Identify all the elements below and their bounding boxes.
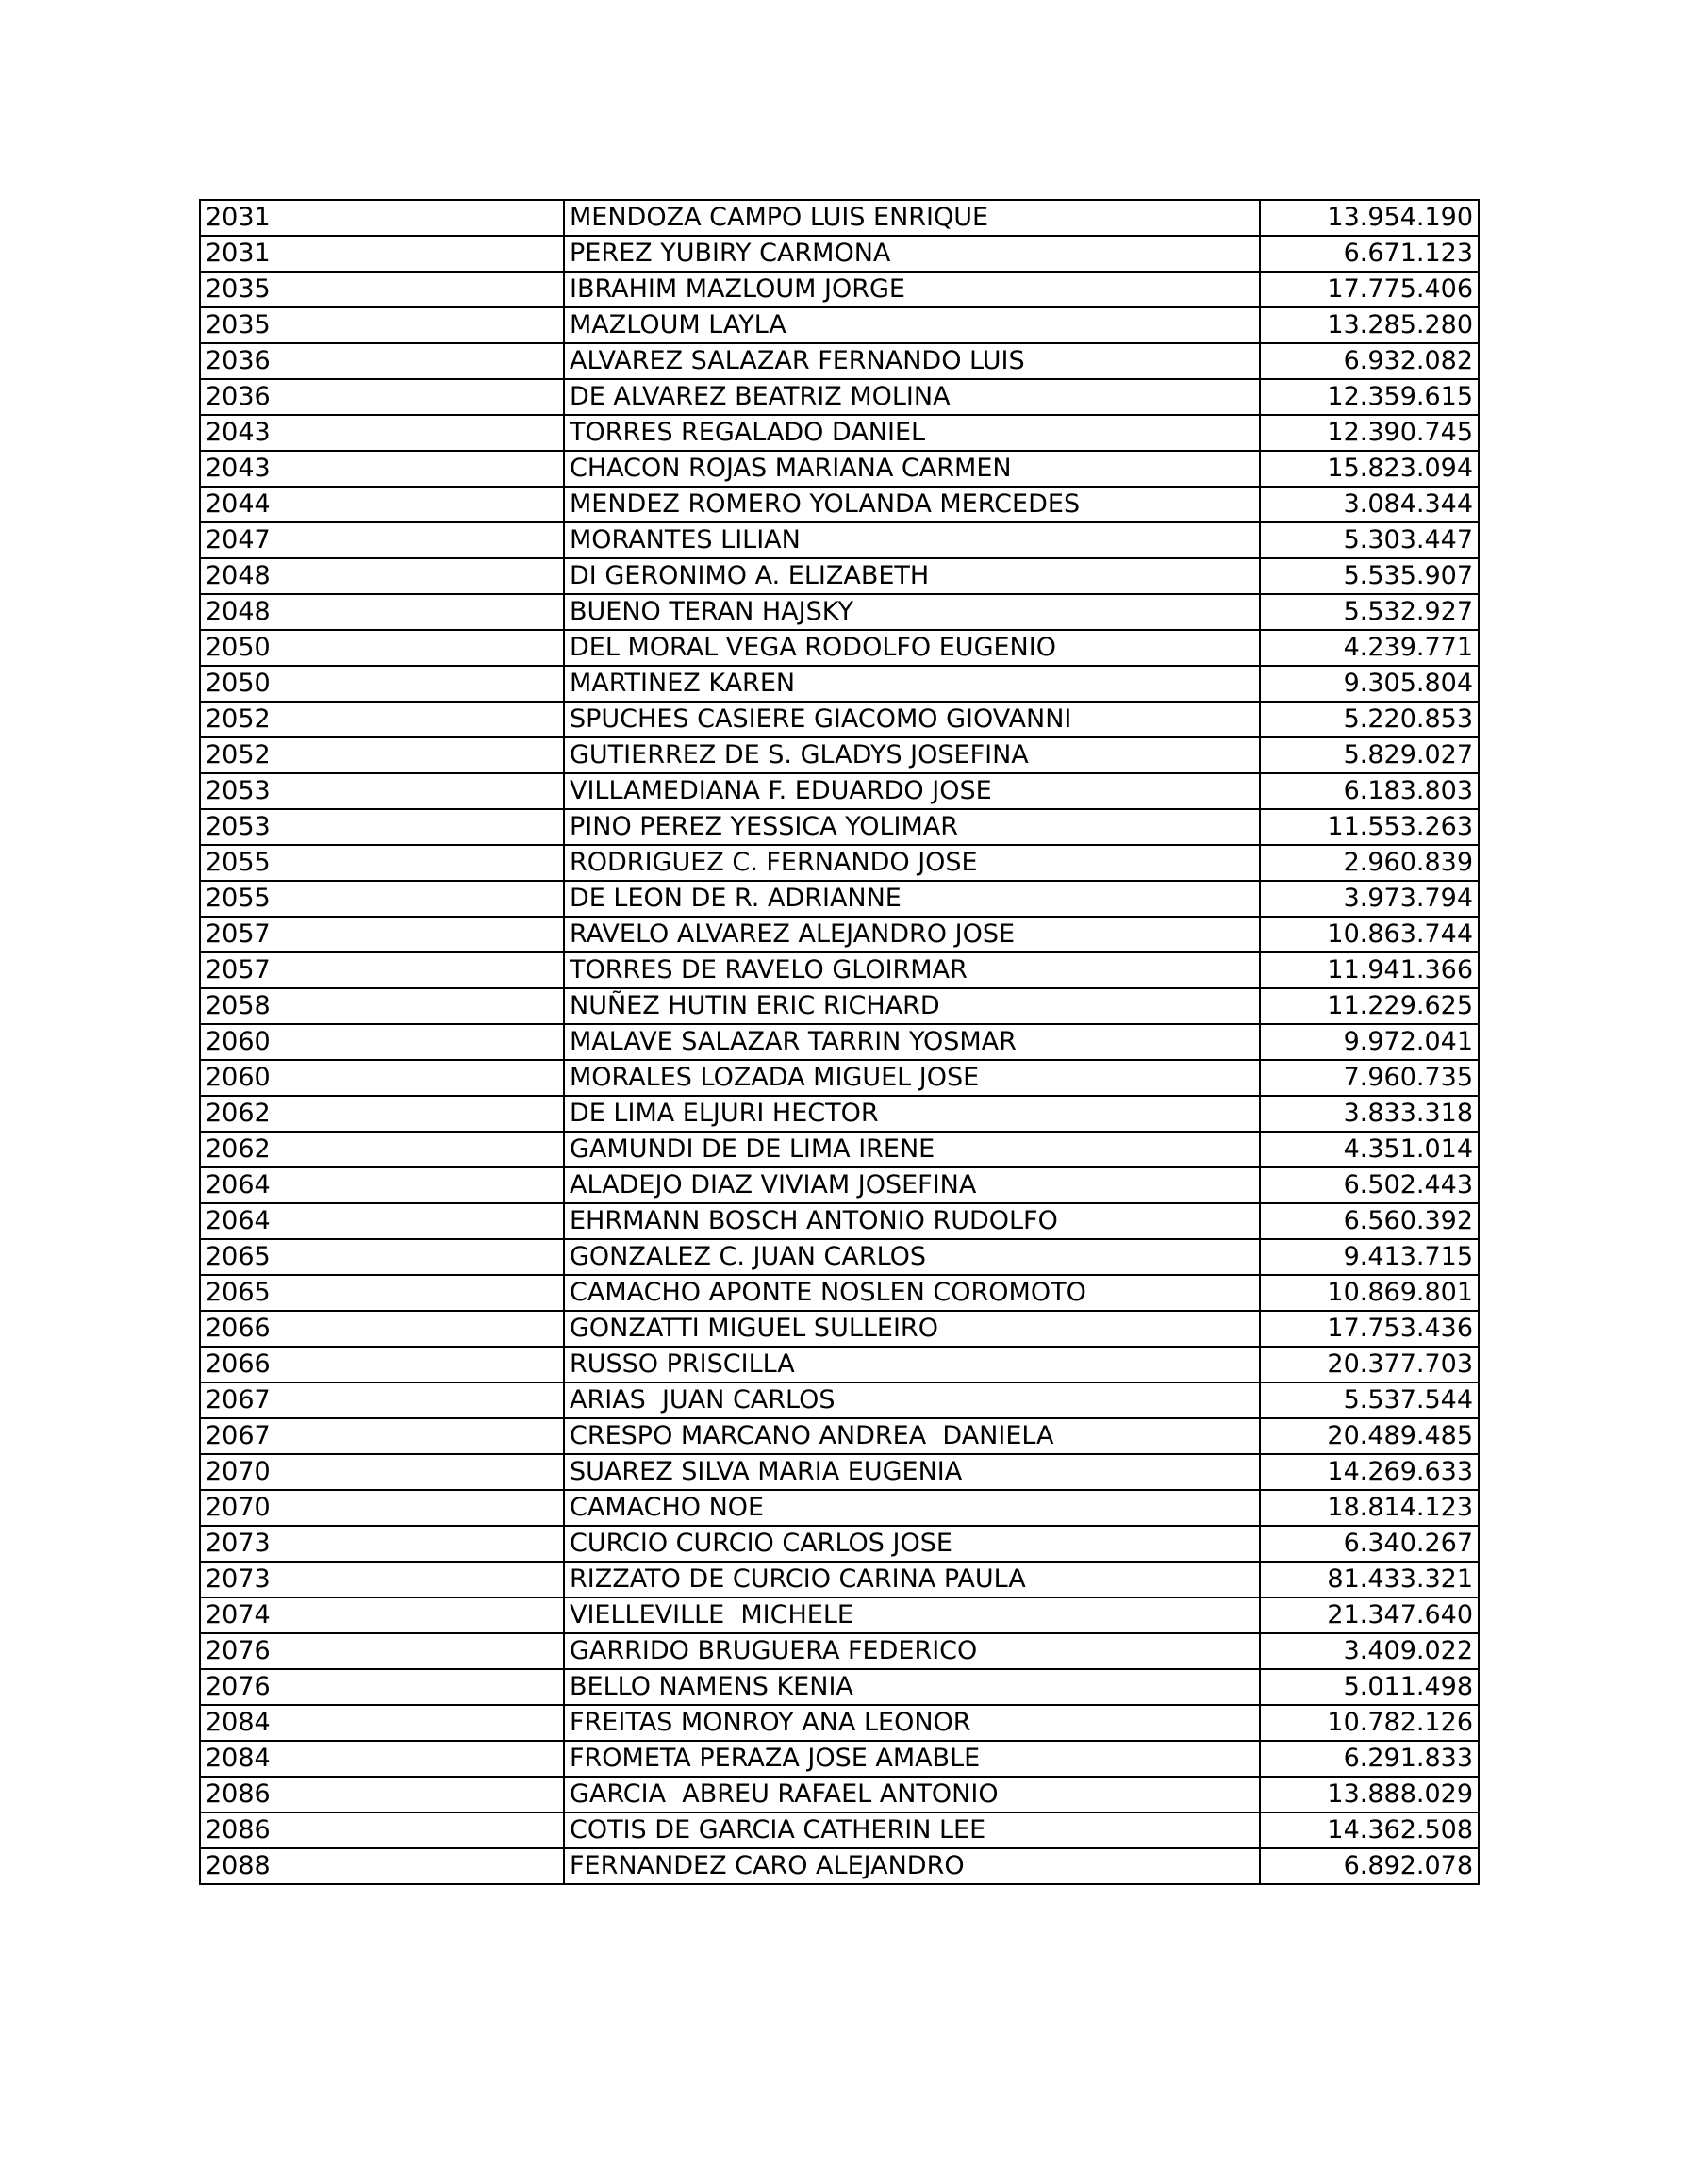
row-code-cell: 2084 [200,1741,564,1777]
table-row [200,1203,1479,1239]
row-name-cell: COTIS DE GARCIA CATHERIN LEE [564,1812,1260,1848]
table-row [200,1633,1479,1669]
row-code-cell: 2055 [200,881,564,917]
row-code-cell: 2031 [200,236,564,272]
row-code-cell: 2084 [200,1705,564,1741]
row-name-cell: NUÑEZ HUTIN ERIC RICHARD [564,988,1260,1024]
data-table [199,199,1480,1885]
row-name-cell: GARCIA ABREU RAFAEL ANTONIO [564,1777,1260,1812]
row-amount-cell: 6.502.443 [1260,1167,1479,1203]
row-code-cell: 2053 [200,773,564,809]
row-amount-cell: 6.340.267 [1260,1526,1479,1562]
table-row [200,1311,1479,1347]
row-amount-cell: 11.553.263 [1260,809,1479,845]
row-name-cell: MENDEZ ROMERO YOLANDA MERCEDES [564,487,1260,522]
table-row [200,702,1479,737]
table-row [200,200,1479,236]
row-name-cell: MENDOZA CAMPO LUIS ENRIQUE [564,200,1260,236]
row-amount-cell: 6.932.082 [1260,343,1479,379]
table-row [200,917,1479,952]
row-code-cell: 2067 [200,1382,564,1418]
table-body [200,200,1479,1884]
table-row [200,845,1479,881]
row-name-cell: GUTIERREZ DE S. GLADYS JOSEFINA [564,737,1260,773]
table-row [200,809,1479,845]
row-code-cell: 2070 [200,1454,564,1490]
row-name-cell: GAMUNDI DE DE LIMA IRENE [564,1132,1260,1167]
row-name-cell: ALVAREZ SALAZAR FERNANDO LUIS [564,343,1260,379]
row-amount-cell: 10.782.126 [1260,1705,1479,1741]
table-row [200,236,1479,272]
table-row [200,737,1479,773]
row-amount-cell: 6.671.123 [1260,236,1479,272]
row-name-cell: PEREZ YUBIRY CARMONA [564,236,1260,272]
table-row [200,881,1479,917]
row-name-cell: BUENO TERAN HAJSKY [564,594,1260,630]
row-amount-cell: 9.413.715 [1260,1239,1479,1275]
row-name-cell: CAMACHO NOE [564,1490,1260,1526]
row-amount-cell: 14.362.508 [1260,1812,1479,1848]
row-amount-cell: 17.775.406 [1260,272,1479,307]
row-code-cell: 2043 [200,415,564,451]
row-name-cell: CRESPO MARCANO ANDREA DANIELA [564,1418,1260,1454]
row-amount-cell: 6.892.078 [1260,1848,1479,1884]
row-code-cell: 2047 [200,522,564,558]
row-name-cell: TORRES REGALADO DANIEL [564,415,1260,451]
table-row [200,558,1479,594]
row-code-cell: 2052 [200,702,564,737]
table-row [200,522,1479,558]
row-code-cell: 2048 [200,558,564,594]
row-code-cell: 2055 [200,845,564,881]
row-code-cell: 2074 [200,1597,564,1633]
table-row [200,1347,1479,1382]
table-row [200,594,1479,630]
row-name-cell: SPUCHES CASIERE GIACOMO GIOVANNI [564,702,1260,737]
table-row [200,379,1479,415]
row-code-cell: 2064 [200,1167,564,1203]
row-amount-cell: 5.829.027 [1260,737,1479,773]
table-row [200,1812,1479,1848]
table-row [200,1562,1479,1597]
row-code-cell: 2057 [200,952,564,988]
row-amount-cell: 6.291.833 [1260,1741,1479,1777]
row-amount-cell: 13.954.190 [1260,200,1479,236]
row-code-cell: 2050 [200,666,564,702]
row-code-cell: 2086 [200,1812,564,1848]
row-name-cell: ARIAS JUAN CARLOS [564,1382,1260,1418]
row-name-cell: PINO PEREZ YESSICA YOLIMAR [564,809,1260,845]
row-amount-cell: 18.814.123 [1260,1490,1479,1526]
row-code-cell: 2036 [200,379,564,415]
row-code-cell: 2076 [200,1633,564,1669]
row-code-cell: 2070 [200,1490,564,1526]
row-code-cell: 2065 [200,1239,564,1275]
row-name-cell: RODRIGUEZ C. FERNANDO JOSE [564,845,1260,881]
row-code-cell: 2064 [200,1203,564,1239]
table-row [200,1024,1479,1060]
row-name-cell: FERNANDEZ CARO ALEJANDRO [564,1848,1260,1884]
row-amount-cell: 20.377.703 [1260,1347,1479,1382]
row-amount-cell: 2.960.839 [1260,845,1479,881]
row-amount-cell: 9.305.804 [1260,666,1479,702]
row-name-cell: SUAREZ SILVA MARIA EUGENIA [564,1454,1260,1490]
row-name-cell: VIELLEVILLE MICHELE [564,1597,1260,1633]
row-name-cell: MALAVE SALAZAR TARRIN YOSMAR [564,1024,1260,1060]
row-name-cell: CHACON ROJAS MARIANA CARMEN [564,451,1260,487]
row-amount-cell: 3.973.794 [1260,881,1479,917]
row-name-cell: DI GERONIMO A. ELIZABETH [564,558,1260,594]
row-amount-cell: 11.229.625 [1260,988,1479,1024]
row-code-cell: 2048 [200,594,564,630]
row-code-cell: 2062 [200,1096,564,1132]
table-row [200,1167,1479,1203]
row-code-cell: 2053 [200,809,564,845]
table-row [200,487,1479,522]
row-code-cell: 2065 [200,1275,564,1311]
table-row [200,1741,1479,1777]
table-row [200,1490,1479,1526]
row-name-cell: CAMACHO APONTE NOSLEN COROMOTO [564,1275,1260,1311]
row-amount-cell: 5.011.498 [1260,1669,1479,1705]
row-name-cell: EHRMANN BOSCH ANTONIO RUDOLFO [564,1203,1260,1239]
row-amount-cell: 3.084.344 [1260,487,1479,522]
row-name-cell: ALADEJO DIAZ VIVIAM JOSEFINA [564,1167,1260,1203]
row-code-cell: 2044 [200,487,564,522]
row-amount-cell: 5.537.544 [1260,1382,1479,1418]
row-amount-cell: 10.863.744 [1260,917,1479,952]
row-name-cell: RAVELO ALVAREZ ALEJANDRO JOSE [564,917,1260,952]
row-code-cell: 2073 [200,1562,564,1597]
table-row [200,1418,1479,1454]
row-code-cell: 2031 [200,200,564,236]
row-name-cell: CURCIO CURCIO CARLOS JOSE [564,1526,1260,1562]
row-amount-cell: 10.869.801 [1260,1275,1479,1311]
row-amount-cell: 81.433.321 [1260,1562,1479,1597]
row-name-cell: DE LEON DE R. ADRIANNE [564,881,1260,917]
row-name-cell: MORALES LOZADA MIGUEL JOSE [564,1060,1260,1096]
row-name-cell: DE LIMA ELJURI HECTOR [564,1096,1260,1132]
row-code-cell: 2035 [200,307,564,343]
row-amount-cell: 5.303.447 [1260,522,1479,558]
row-code-cell: 2086 [200,1777,564,1812]
table-row [200,1669,1479,1705]
row-code-cell: 2088 [200,1848,564,1884]
table-row [200,773,1479,809]
row-amount-cell: 3.833.318 [1260,1096,1479,1132]
row-name-cell: IBRAHIM MAZLOUM JORGE [564,272,1260,307]
row-amount-cell: 13.285.280 [1260,307,1479,343]
row-code-cell: 2035 [200,272,564,307]
row-amount-cell: 4.239.771 [1260,630,1479,666]
row-code-cell: 2052 [200,737,564,773]
table-row [200,1239,1479,1275]
row-name-cell: MARTINEZ KAREN [564,666,1260,702]
row-name-cell: RIZZATO DE CURCIO CARINA PAULA [564,1562,1260,1597]
row-code-cell: 2036 [200,343,564,379]
row-amount-cell: 11.941.366 [1260,952,1479,988]
row-amount-cell: 15.823.094 [1260,451,1479,487]
row-amount-cell: 12.359.615 [1260,379,1479,415]
row-name-cell: FROMETA PERAZA JOSE AMABLE [564,1741,1260,1777]
row-amount-cell: 4.351.014 [1260,1132,1479,1167]
table-row [200,1454,1479,1490]
row-code-cell: 2073 [200,1526,564,1562]
table-row [200,307,1479,343]
table-row [200,1096,1479,1132]
row-name-cell: GARRIDO BRUGUERA FEDERICO [564,1633,1260,1669]
row-code-cell: 2076 [200,1669,564,1705]
row-amount-cell: 7.960.735 [1260,1060,1479,1096]
row-amount-cell: 17.753.436 [1260,1311,1479,1347]
row-name-cell: TORRES DE RAVELO GLOIRMAR [564,952,1260,988]
table-row [200,1777,1479,1812]
row-amount-cell: 3.409.022 [1260,1633,1479,1669]
row-name-cell: BELLO NAMENS KENIA [564,1669,1260,1705]
row-code-cell: 2066 [200,1311,564,1347]
row-amount-cell: 21.347.640 [1260,1597,1479,1633]
row-name-cell: VILLAMEDIANA F. EDUARDO JOSE [564,773,1260,809]
row-code-cell: 2066 [200,1347,564,1382]
table-row [200,1597,1479,1633]
table-row [200,1526,1479,1562]
row-name-cell: GONZALEZ C. JUAN CARLOS [564,1239,1260,1275]
row-amount-cell: 5.532.927 [1260,594,1479,630]
table-row [200,952,1479,988]
table-row [200,272,1479,307]
row-amount-cell: 9.972.041 [1260,1024,1479,1060]
row-name-cell: GONZATTI MIGUEL SULLEIRO [564,1311,1260,1347]
row-code-cell: 2060 [200,1060,564,1096]
table-row [200,1060,1479,1096]
table-row [200,1848,1479,1884]
table-row [200,666,1479,702]
row-name-cell: DE ALVAREZ BEATRIZ MOLINA [564,379,1260,415]
table-row [200,988,1479,1024]
row-code-cell: 2058 [200,988,564,1024]
table-row [200,630,1479,666]
row-name-cell: FREITAS MONROY ANA LEONOR [564,1705,1260,1741]
row-amount-cell: 6.183.803 [1260,773,1479,809]
row-amount-cell: 13.888.029 [1260,1777,1479,1812]
table-row [200,1705,1479,1741]
row-amount-cell: 20.489.485 [1260,1418,1479,1454]
row-name-cell: RUSSO PRISCILLA [564,1347,1260,1382]
row-code-cell: 2043 [200,451,564,487]
row-name-cell: MORANTES LILIAN [564,522,1260,558]
table-row [200,1382,1479,1418]
row-name-cell: DEL MORAL VEGA RODOLFO EUGENIO [564,630,1260,666]
table-row [200,1132,1479,1167]
row-amount-cell: 12.390.745 [1260,415,1479,451]
table-row [200,1275,1479,1311]
row-amount-cell: 5.535.907 [1260,558,1479,594]
row-code-cell: 2057 [200,917,564,952]
table-row [200,451,1479,487]
row-code-cell: 2060 [200,1024,564,1060]
row-amount-cell: 6.560.392 [1260,1203,1479,1239]
row-amount-cell: 14.269.633 [1260,1454,1479,1490]
table-row [200,343,1479,379]
row-code-cell: 2062 [200,1132,564,1167]
row-name-cell: MAZLOUM LAYLA [564,307,1260,343]
row-code-cell: 2067 [200,1418,564,1454]
row-code-cell: 2050 [200,630,564,666]
table-row [200,415,1479,451]
row-amount-cell: 5.220.853 [1260,702,1479,737]
